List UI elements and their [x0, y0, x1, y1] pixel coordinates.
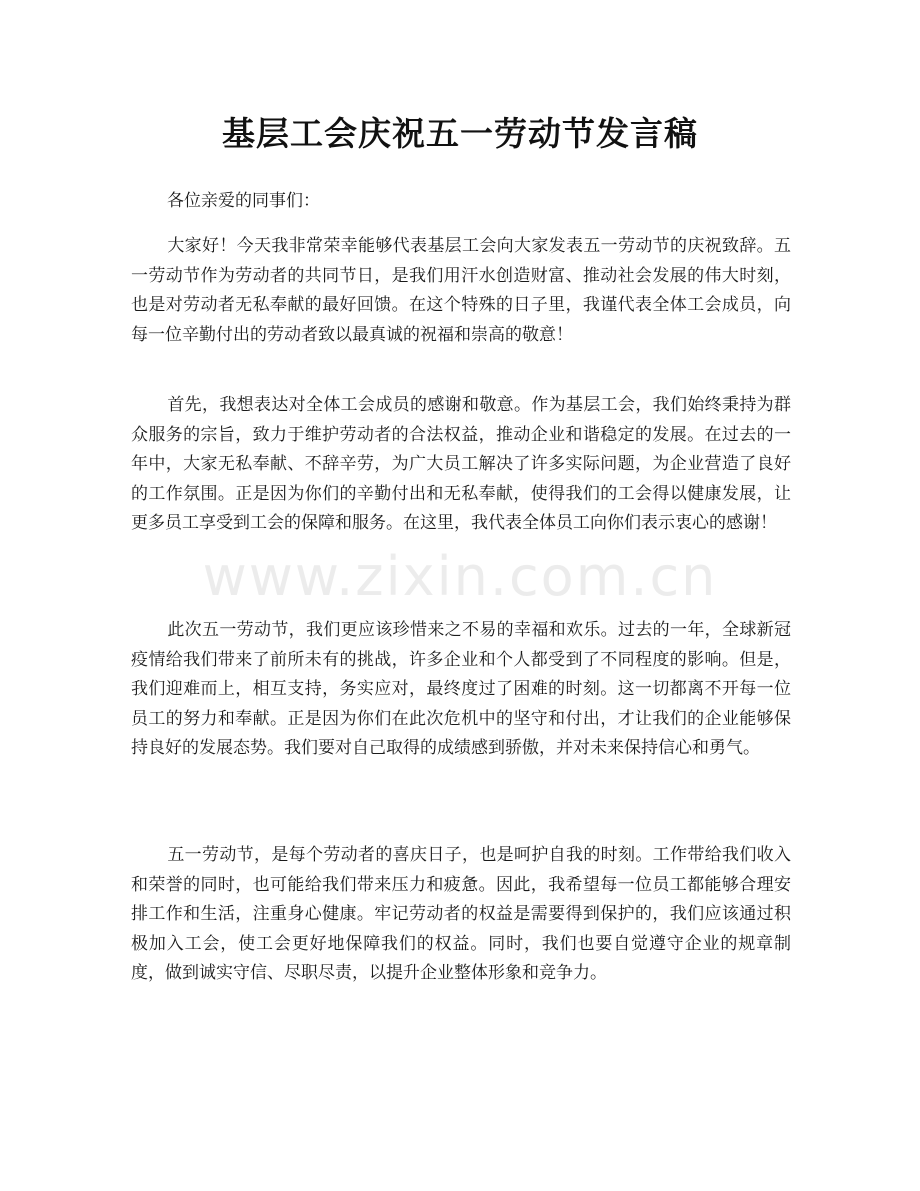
paragraph-4 — [131, 841, 791, 989]
document-title: 基层工会庆祝五一劳动节发言稿 — [222, 114, 698, 153]
paragraph-1-text: 大家好！今天我非常荣幸能够代表基层工会向大家发表五一劳动节的庆祝致辞。五一劳动节作为劳动者的共同节日，是我们用汗水创造财富、推动社会发展的伟大时刻，也是对劳动者无私奉献的最好回馈。在这个特殊的日子里，我谨代表全体工会成员，向每一位辛勤付出的劳动者致以最真诚的祝福和崇高的敬意！ — [131, 236, 791, 345]
paragraph-3-text: 此次五一劳动节，我们更应该珍惜来之不易的幸福和欢乐。过去的一年，全球新冠疫情给我们带来了前所未有的挑战，许多企业和个人都受到了不同程度的影响。但是，我们迎难而上，相互支持，务实应对，最终度过了困难的时刻。这一切都离不开每一位员工的努力和奉献。正是因为你们在此次危机中的坚守和付出，才让我们的企业能够保持良好的发展态势。我们要对自己取得的成绩感到骄傲，并对未来保持信心和勇气。 — [131, 620, 791, 759]
paragraph-4-text: 五一劳动节，是每个劳动者的喜庆日子，也是呵护自我的时刻。工作带给我们收入和荣誉的同时，也可能给我们带来压力和疲惫。因此，我希望每一位员工都能够合理安排工作和生活，注重身心健康。牢记劳动者的权益是需要得到保护的，我们应该通过积极加入工会，使工会更好地保障我们的权益。同时，我们也要自觉遵守企业的规章制度，做到诚实守信、尽职尽责，以提升企业整体形象和竞争力。 — [131, 845, 791, 984]
paragraph-2 — [131, 391, 791, 539]
greeting-line: 各位亲爱的同事们： — [167, 191, 320, 211]
paragraph-3 — [131, 616, 791, 764]
paragraph-1 — [131, 232, 791, 350]
paragraph-2-text: 首先，我想表达对全体工会成员的感谢和敬意。作为基层工会，我们始终秉持为群众服务的宗旨，致力于维护劳动者的合法权益，推动企业和谐稳定的发展。在过去的一年中，大家无私奉献、不辞辛劳，为广大员工解决了许多实际问题，为企业营造了良好的工作氛围。正是因为你们的辛勤付出和无私奉献，使得我们的工会得以健康发展，让更多员工享受到工会的保障和服务。在这里，我代表全体员工向你们表示衷心的感谢！ — [131, 395, 791, 534]
watermark: www.zixin.com.cn — [202, 545, 718, 608]
